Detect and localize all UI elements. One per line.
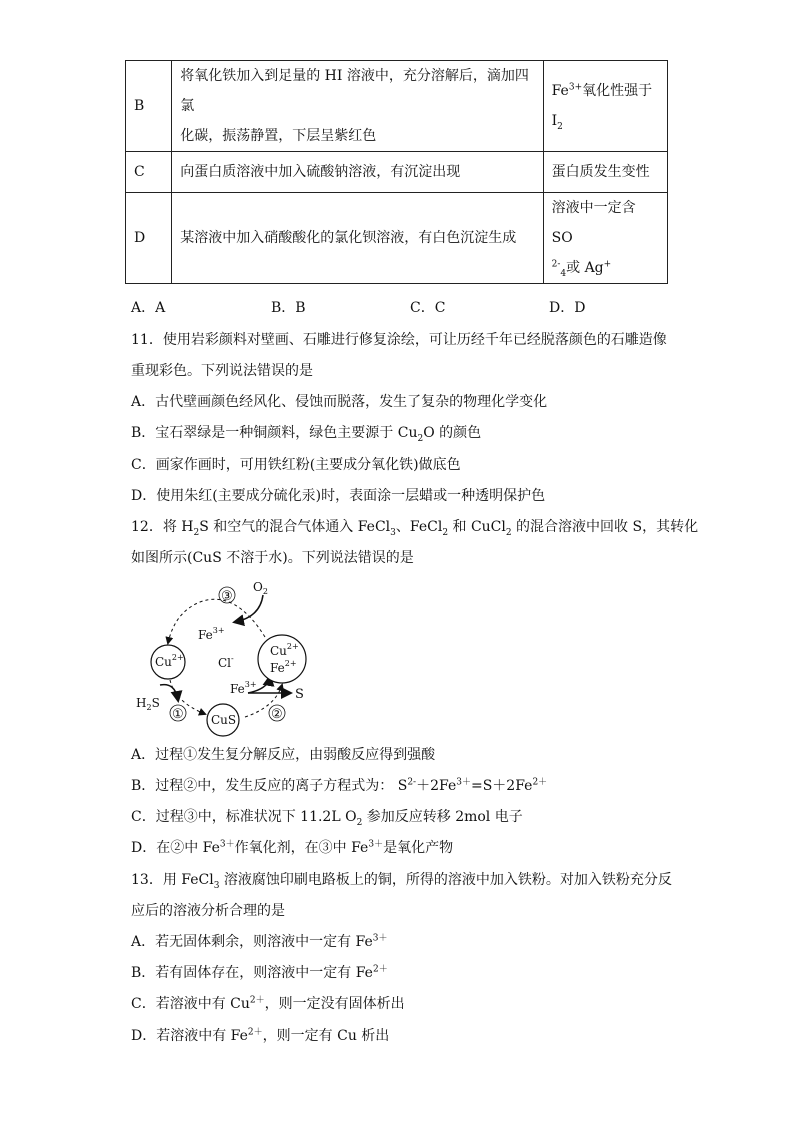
cus-label: CuS [211,713,237,727]
fe2-right-label: $Fe^{2+}$ [270,659,297,675]
cl-label: Cl- [218,654,234,670]
q13-stem-line2: 应后的溶液分析合理的是 [131,903,285,919]
s-label: S [295,687,304,702]
step1-label: ① [172,707,184,722]
o2-arrow [235,595,263,622]
row-conclusion: 蛋白质发生变性 [543,152,667,193]
step3-label: ③ [221,589,233,604]
step2-label: ② [271,707,283,722]
q13-stem-line1: 13．用 FeCl$_3$ 溶液腐蚀印刷电路板上的铜，所得的溶液中加入铁粉。对加入铁粉充分反 [131,872,672,891]
table-row [126,61,668,152]
q12-option-a: A．过程①发生复分解反应，由弱酸反应得到强酸 [131,747,436,763]
row-conclusion: 溶液中一定含 SO $^{2-}_4$或 Ag+ [543,193,667,284]
q12-stem-line2: 如图所示(CuS 不溶于水)。下列说法错误的是 [131,550,414,566]
q10-choice-d: D．D [549,300,586,316]
table-row [126,152,668,193]
row-label: C [126,152,172,193]
q12-stem-line1: 12．将 $H_2S$ 和空气的混合气体通入 FeCl$_3$、FeCl$_2$ 和 CuCl$_2$ 的混合溶液中回收 S，其转化 [131,519,699,538]
h2s-label: $H_2S$ [136,696,160,712]
options-table [125,60,668,284]
q10-choice-c: C．C [410,300,446,316]
q10-choice-a: A．A [131,300,166,316]
q12-option-d: D．在②中 $Fe^{3+}$作氧化剂，在③中 $Fe^{3+}$是氧化产物 [131,839,454,856]
h2s-arrow [160,685,178,700]
row-description: 某溶液中加入硝酸酸化的氯化钡溶液，有白色沉淀生成 [172,193,543,284]
cycle-arc-step3 [168,599,265,643]
q11-option-a: A．古代壁画颜色经风化、侵蚀而脱落，发生了复杂的物理化学变化 [131,394,548,410]
o2-label: $O_2$ [253,580,268,596]
fe3-mid-label: $Fe^{3+}$ [230,680,257,696]
q13-option-c: C．若溶液中有 $Cu^{2+}$，则一定没有固体析出 [131,995,405,1012]
row-label: B [126,61,172,152]
cu2-left-label: $Cu^{2+}$ [155,653,184,669]
row-conclusion: $Fe^{3+}$氧化性强于 $I_2$ [543,61,667,152]
cu2-right-label: $Cu^{2+}$ [270,642,299,658]
q11-option-d: D．使用朱红(主要成分硫化汞)时，表面涂一层蜡或一种透明保护色 [131,488,546,504]
row-description: 向蛋白质溶液中加入硫酸钠溶液，有沉淀出现 [172,152,543,193]
row-description: 将氧化铁加入到足量的 HI 溶液中，充分溶解后，滴加四氯 化碳，振荡静置，下层呈紫红色 [172,61,543,152]
q11-stem-line1: 11．使用岩彩颜料对壁画、石雕进行修复涂绘，可让历经千年已经脱落颜色的石雕造像 [131,332,667,348]
q11-option-b: B．宝石翠绿是一种铜颜料，绿色主要源于 $Cu_2O$ 的颜色 [131,425,482,444]
q10-choice-b: B．B [271,300,306,316]
q11-option-c: C．画家作画时，可用铁红粉(主要成分氧化铁)做底色 [131,457,461,473]
row-label: D [126,193,172,284]
cu2-fe2-right-circle [258,635,306,683]
q11-stem-line2: 重现彩色。下列说法错误的是 [131,363,313,379]
fe3-top-label: $Fe^{3+}$ [198,626,225,642]
q13-option-a: A．若无固体剩余，则溶液中一定有 $Fe^{3+}$ [131,933,388,950]
q12-option-b: B．过程②中，发生反应的离子方程式为： $S^{2-}+2Fe^{3+}=S+2Fe^{2+}$ [131,777,548,794]
q13-option-d: D．若溶液中有 $Fe^{2+}$，则一定有 Cu 析出 [131,1027,390,1044]
q12-option-c: C．过程③中，标准状况下 11.2L $O_2$ 参加反应转移 2mol 电子 [131,809,523,828]
table-row [126,193,668,284]
q13-option-b: B．若有固体存在，则溶液中一定有 $Fe^{2+}$ [131,964,388,981]
conversion-cycle-diagram [130,577,315,737]
